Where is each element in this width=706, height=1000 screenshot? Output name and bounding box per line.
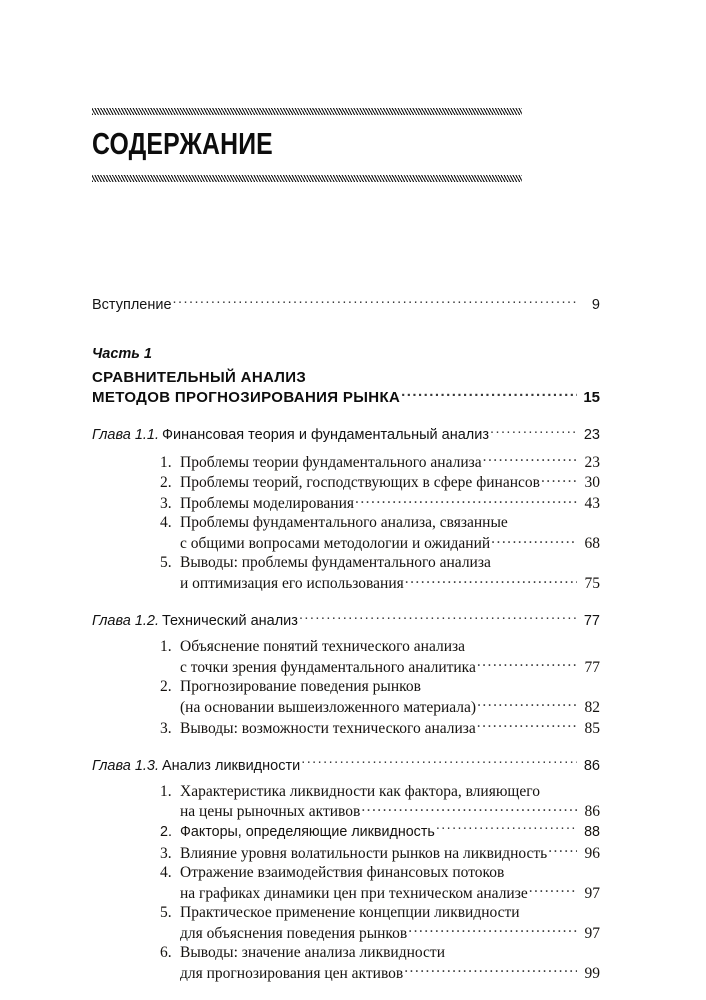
chapter-item-number: 5. [160, 554, 172, 572]
chapter-item-line [180, 943, 600, 962]
chapter-heading[interactable] [92, 611, 600, 632]
chapter-item-text: Проблемы теории фундаментального анализа [180, 453, 482, 471]
page-header [92, 108, 522, 182]
chapter-item-body [180, 677, 600, 717]
chapter-title-row [162, 755, 600, 776]
chapter-item-body [180, 493, 600, 514]
chapter-item[interactable] [160, 717, 600, 738]
toc-entry-intro[interactable] [92, 294, 600, 314]
dot-leader [361, 801, 577, 817]
chapter-item-text: Выводы: значение анализа ликвидности [180, 944, 445, 962]
chapter-item-line [180, 922, 600, 943]
chapter-list [92, 425, 600, 984]
chapter-item-text: Влияние уровня волатильности рынков на ликвидность [180, 844, 548, 862]
chapter-item-body [180, 553, 600, 593]
chapter-item[interactable] [160, 553, 600, 593]
chapter-item-text: Факторы, определяющие ликвидность [180, 823, 435, 840]
dot-leader [404, 963, 577, 979]
chapter-block [92, 425, 600, 594]
chapter-item-text: Выводы: возможности технического анализа [180, 719, 476, 737]
chapter-title: Технический анализ [162, 613, 298, 630]
chapter-item-text: Прогнозирование поведения рынков [180, 678, 421, 696]
part-title-line-2: МЕТОДОВ ПРОГНОЗИРОВАНИЯ РЫНКА [92, 389, 401, 406]
chapter-item-text: Проблемы моделирования [180, 495, 355, 513]
chapter-item-line [180, 696, 600, 717]
chapter-title-row [162, 425, 600, 446]
chapter-item-page-number: 82 [584, 698, 600, 716]
chapter-item-text: Характеристика ликвидности как фактора, влияющего [180, 782, 540, 800]
dot-leader [401, 387, 577, 402]
chapter-item-number: 3. [160, 495, 172, 513]
chapter-item-line [180, 553, 600, 572]
page-title: СОДЕРЖАНИЕ [92, 126, 273, 161]
chapter-item-text: на цены рыночных активов [180, 803, 361, 821]
chapter-item-number: 6. [160, 944, 172, 962]
chapter-item-number: 2. [160, 823, 172, 840]
chapter-item-page-number: 99 [584, 965, 600, 983]
chapter-item-body [180, 943, 600, 983]
dot-leader [477, 717, 577, 733]
chapter-item[interactable] [160, 943, 600, 983]
chapter-item-line [180, 513, 600, 532]
chapter-page-number: 86 [583, 757, 600, 774]
chapter-block [92, 611, 600, 738]
chapter-title-row [162, 611, 600, 632]
chapter-item-page-number: 86 [584, 803, 600, 821]
toc-part-block [92, 345, 600, 408]
chapter-item-text: Объяснение понятий технического анализа [180, 638, 465, 656]
chapter-item-line [180, 637, 600, 656]
chapter-item-number: 3. [160, 844, 172, 862]
chapter-item-line [180, 842, 600, 863]
dot-leader [355, 493, 577, 509]
chapter-item-number: 3. [160, 719, 172, 737]
chapter-item-text: Практическое применение концепции ликвидности [180, 904, 520, 922]
chapter-item-line [180, 963, 600, 984]
chapter-item-list [92, 637, 600, 738]
chapter-item-body [180, 717, 600, 738]
chapter-item-line [180, 451, 600, 472]
chapter-item-number: 5. [160, 904, 172, 922]
chapter-item-page-number: 23 [584, 453, 600, 471]
chapter-item-line [180, 472, 600, 493]
dot-leader [405, 573, 577, 589]
chapter-number: Глава 1.1. [92, 427, 160, 443]
dot-leader [491, 533, 577, 549]
chapter-item-line [180, 656, 600, 677]
chapter-item-body [180, 637, 600, 677]
chapter-item-text: для прогнозирования цен активов [180, 965, 404, 983]
chapter-item-text: Проблемы теорий, господствующих в сфере финансов [180, 474, 540, 492]
chapter-item-line [180, 533, 600, 554]
chapter-item-body [180, 842, 600, 863]
chapter-item-line [180, 493, 600, 514]
chapter-item-text: Отражение взаимодействия финансовых потоков [180, 864, 505, 882]
chapter-title: Финансовая теория и фундаментальный анализ [162, 427, 489, 443]
chapter-item-number: 2. [160, 678, 172, 696]
chapter-item-number: 4. [160, 514, 172, 532]
chapter-item-text: на графиках динамики цен при техническом анализе [180, 884, 528, 902]
chapter-item-page-number: 97 [584, 884, 600, 902]
chapter-item[interactable] [160, 822, 600, 843]
chapter-item-line [180, 801, 600, 822]
chapter-item-number: 4. [160, 864, 172, 882]
chapter-number: Глава 1.3. [92, 757, 160, 774]
part-title-line-1: СРАВНИТЕЛЬНЫЙ АНАЛИЗ [92, 368, 307, 386]
chapter-item[interactable] [160, 903, 600, 943]
chapter-item[interactable] [160, 472, 600, 493]
chapter-title: Анализ ликвидности [162, 757, 301, 774]
chapter-item-body [180, 822, 600, 843]
chapter-item-page-number: 97 [584, 924, 600, 942]
chapter-item-text: с точки зрения фундаментального аналитика [180, 658, 476, 676]
chapter-item-line [180, 677, 600, 696]
chapter-item-body [180, 472, 600, 493]
chapter-item-text: и оптимизация его использования [180, 575, 404, 593]
chapter-item-page-number: 85 [584, 719, 600, 737]
chapter-item-line [180, 863, 600, 882]
chapter-item[interactable] [160, 782, 600, 822]
dot-leader [529, 882, 577, 898]
chapter-item-text: для объяснения поведения рынков [180, 924, 408, 942]
chapter-item-line [180, 903, 600, 922]
chapter-item-number: 1. [160, 782, 172, 800]
chapter-item-text: (на основании вышеизложенного материала) [180, 698, 477, 716]
part-label: Часть 1 [92, 345, 152, 362]
dot-leader [477, 696, 577, 712]
chapter-item-number: 1. [160, 453, 172, 471]
dot-leader [541, 472, 577, 488]
chapter-item-number: 1. [160, 638, 172, 656]
dot-leader [490, 425, 577, 440]
chapter-item-page-number: 68 [584, 535, 600, 553]
chapter-item-body [180, 863, 600, 903]
chapter-item-line [180, 882, 600, 903]
chapter-item-text: Выводы: проблемы фундаментального анализа [180, 554, 491, 572]
chapter-item-text: с общими вопросами методологии и ожиданий [180, 535, 491, 553]
chapter-item[interactable] [160, 863, 600, 903]
chapter-item-line [180, 822, 600, 843]
chapter-item[interactable] [160, 677, 600, 717]
chapter-item-page-number: 75 [584, 575, 600, 593]
chapter-block [92, 755, 600, 983]
dot-leader [548, 842, 577, 858]
chapter-item[interactable] [160, 493, 600, 514]
chapter-item-number: 2. [160, 474, 172, 492]
table-of-contents [92, 294, 600, 983]
chapter-item[interactable] [160, 842, 600, 863]
chapter-item[interactable] [160, 637, 600, 677]
chapter-item[interactable] [160, 451, 600, 472]
dot-leader [173, 294, 577, 309]
dot-leader [436, 822, 577, 836]
chapter-item-page-number: 30 [584, 474, 600, 492]
chapter-item-body [180, 782, 600, 822]
chapter-item-body [180, 451, 600, 472]
dot-leader [483, 451, 577, 467]
chapter-item[interactable] [160, 513, 600, 553]
chapter-item-line [180, 717, 600, 738]
chapter-item-page-number: 43 [584, 495, 600, 513]
header-top-rule [92, 108, 522, 115]
part-page-number: 15 [583, 389, 600, 406]
chapter-page-number: 23 [583, 427, 600, 443]
dot-leader [301, 755, 577, 770]
intro-label: Вступление [92, 296, 172, 313]
chapter-item-list [92, 782, 600, 984]
chapter-item-text: Проблемы фундаментального анализа, связанные [180, 514, 508, 532]
dot-leader [299, 611, 577, 626]
header-bottom-rule [92, 175, 522, 182]
chapter-number: Глава 1.2. [92, 613, 160, 630]
dot-leader [477, 656, 577, 672]
chapter-item-body [180, 903, 600, 943]
intro-page-number: 9 [591, 296, 600, 313]
chapter-item-body [180, 513, 600, 553]
chapter-heading[interactable] [92, 425, 600, 446]
chapter-item-list [92, 451, 600, 594]
chapter-page-number: 77 [583, 613, 600, 630]
part-title[interactable] [92, 368, 600, 408]
chapter-item-page-number: 88 [584, 823, 600, 840]
chapter-item-line [180, 573, 600, 594]
chapter-item-page-number: 77 [584, 658, 600, 676]
dot-leader [408, 922, 577, 938]
chapter-item-line [180, 782, 600, 801]
chapter-item-page-number: 96 [584, 844, 600, 862]
chapter-heading[interactable] [92, 755, 600, 776]
